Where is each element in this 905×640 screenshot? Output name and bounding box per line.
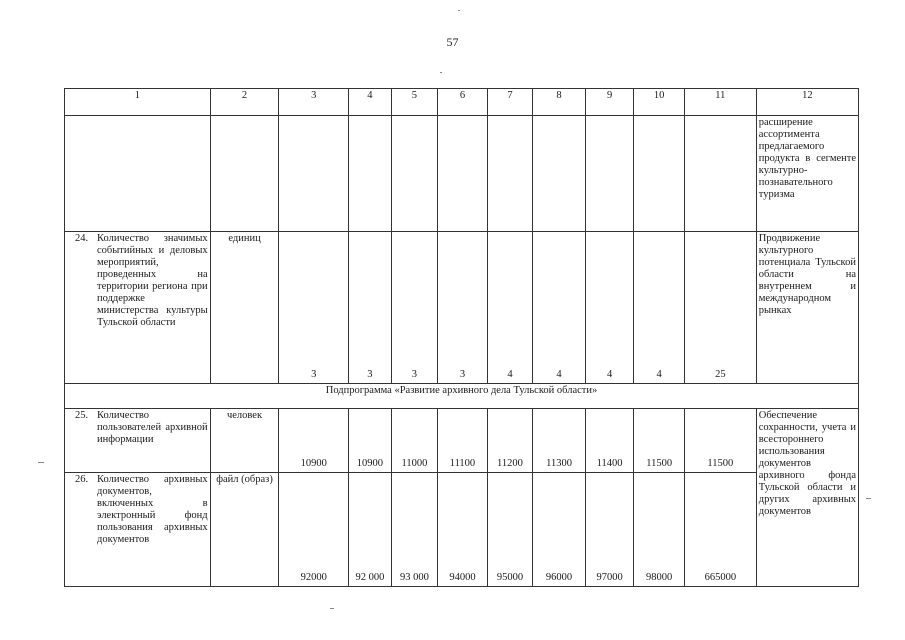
row-note: Продвижение культурного потенциала Тульской области на внутреннем и международном рынках xyxy=(756,232,858,384)
scan-speck xyxy=(38,462,44,463)
table-row-25 xyxy=(65,409,859,473)
column-number: 10 xyxy=(634,89,685,116)
scan-speck xyxy=(458,10,460,11)
value-cell: 92000 xyxy=(279,473,349,587)
column-number: 8 xyxy=(533,89,586,116)
indicator-name: Количество архивных документов, включенных в электронный фонд пользования архивных документов xyxy=(97,474,208,545)
value-cell: 4 xyxy=(634,232,685,384)
value-cell: 11300 xyxy=(533,409,586,473)
row-index: 24. xyxy=(75,233,89,244)
value-cell: 3 xyxy=(391,232,438,384)
subprogram-row xyxy=(65,384,859,409)
column-number: 6 xyxy=(438,89,488,116)
unit-cell: человек xyxy=(210,409,279,473)
scan-speck xyxy=(866,498,871,499)
value-cell: 3 xyxy=(438,232,488,384)
value-cell: 25 xyxy=(684,232,756,384)
continuation-row xyxy=(65,116,859,232)
value-cell: 11100 xyxy=(438,409,488,473)
value-cell: 4 xyxy=(487,232,533,384)
column-number: 5 xyxy=(391,89,438,116)
column-number: 2 xyxy=(210,89,279,116)
table-row-26 xyxy=(65,473,859,587)
column-number: 9 xyxy=(585,89,634,116)
value-cell: 3 xyxy=(349,232,391,384)
value-cell: 97000 xyxy=(585,473,634,587)
row-index: 26. xyxy=(75,474,89,485)
table-row-24 xyxy=(65,232,859,384)
page-number: 57 xyxy=(446,35,459,49)
value-cell: 10900 xyxy=(279,409,349,473)
indicator-cell xyxy=(65,409,211,473)
value-cell: 10900 xyxy=(349,409,391,473)
indicator-name: Количество значимых событийных и деловых мероприятий, проведенных на территории региона при поддержке министерства культуры Тульской области xyxy=(97,233,208,328)
column-number: 7 xyxy=(487,89,533,116)
value-cell: 95000 xyxy=(487,473,533,587)
subprogram-title: Подпрограмма «Развитие архивного дела Тульской области» xyxy=(65,384,859,409)
scan-speck xyxy=(440,72,442,73)
indicator-cell xyxy=(65,473,211,587)
value-cell: 665000 xyxy=(684,473,756,587)
value-cell: 4 xyxy=(533,232,586,384)
value-cell: 11500 xyxy=(634,409,685,473)
value-cell: 4 xyxy=(585,232,634,384)
column-number: 1 xyxy=(65,89,211,116)
indicator-name: Количество пользователей архивной информации xyxy=(97,410,208,445)
value-cell: 11200 xyxy=(487,409,533,473)
scan-speck xyxy=(330,608,334,609)
value-cell: 3 xyxy=(279,232,349,384)
value-cell: 93 000 xyxy=(391,473,438,587)
column-number: 12 xyxy=(756,89,858,116)
row-note: Обеспечение сохранности, учета и всестороннего использования документов архивного фонда Тульской области и других архивных документов xyxy=(756,409,858,587)
value-cell: 94000 xyxy=(438,473,488,587)
row-note: расширение ассортимента предлагаемого продукта в сегменте культурно-познавательного туризма xyxy=(756,116,858,232)
value-cell: 96000 xyxy=(533,473,586,587)
value-cell: 92 000 xyxy=(349,473,391,587)
unit-cell: файл (образ) xyxy=(210,473,279,587)
indicators-table xyxy=(64,88,859,587)
column-number-row xyxy=(65,89,859,116)
unit-cell: единиц xyxy=(210,232,279,384)
value-cell: 11400 xyxy=(585,409,634,473)
value-cell: 11000 xyxy=(391,409,438,473)
row-index: 25. xyxy=(75,410,89,421)
value-cell: 98000 xyxy=(634,473,685,587)
indicator-cell xyxy=(65,232,211,384)
column-number: 11 xyxy=(684,89,756,116)
column-number: 3 xyxy=(279,89,349,116)
value-cell: 11500 xyxy=(684,409,756,473)
column-number: 4 xyxy=(349,89,391,116)
